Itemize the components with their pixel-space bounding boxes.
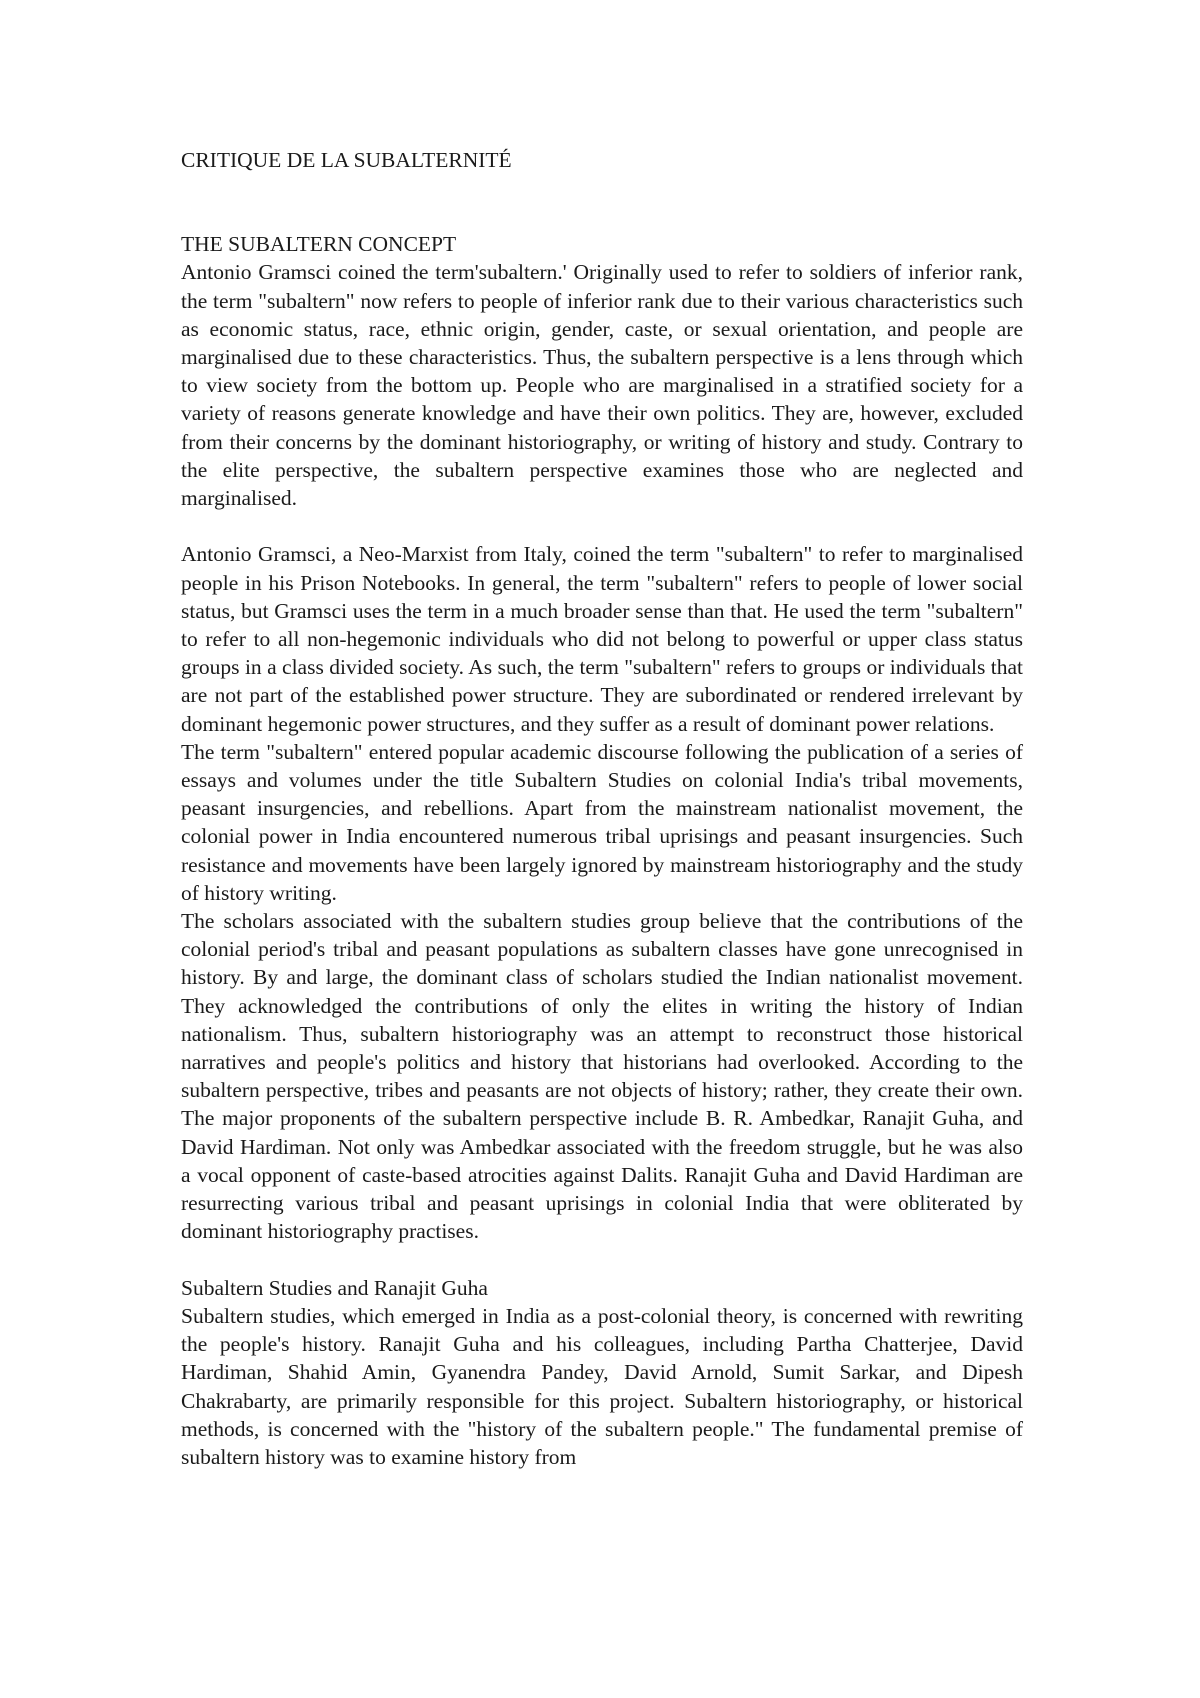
document-title: CRITIQUE DE LA SUBALTERNITÉ — [181, 148, 512, 172]
paragraph-gap — [181, 512, 1023, 540]
paragraph-subaltern-studies: Subaltern studies, which emerged in India as a post-colonial theory, is concerned with rewriting the people's history. Ranajit Guha and his colleagues, including Partha Chatterjee, David Hardiman, Shahid Amin, Gyanendra Pandey, David Arnold, Sumit Sarkar, and Dipesh Chakrabarty, are primarily responsible for this project. Subaltern historiography, or historical methods, is concerned with the "history of the subaltern people." The fundamental premise of subaltern history was to examine history from — [181, 1303, 1023, 1469]
section-heading-subaltern-concept: THE SUBALTERN CONCEPT — [181, 232, 457, 257]
paragraph-concept-intro: Antonio Gramsci coined the term'subaltern.' Originally used to refer to soldiers of inferior rank, the term "subaltern" now refers to people of inferior rank due to their various characteristics such as economic status, race, ethnic origin, gender, caste, or sexual orientation, and people are marginalised due to these characteristics. Thus, the subaltern perspective is a lens through which to view society from the bottom up. People who are marginalised in a stratified society for a variety of reasons generate knowledge and have their own politics. They are, however, excluded from their concerns by the dominant historiography, or writing of history and study. Contrary to the elite perspective, the subaltern perspective examines those who are neglected and marginalised. — [181, 260, 1023, 511]
title-spacer — [181, 174, 1023, 230]
paragraph-gramsci: Antonio Gramsci, a Neo-Marxist from Italy, coined the term "subaltern" to refer to marginalised people in his Prison Notebooks. In general, the term "subaltern" refers to people of lower social status, but Gramsci uses the term in a much broader sense than that. He used the term "subaltern" to refer to all non-hegemonic individuals who did not belong to powerful or upper class status groups in a class divided society. As such, the term "subaltern" refers to groups or individuals that are not part of the established power structure. They are subordinated or rendered irrelevant by dominant hegemonic power structures, and they suffer as a result of dominant power relations. — [181, 542, 1023, 736]
document-body — [181, 146, 1023, 1471]
paragraph-gap — [181, 1246, 1023, 1274]
paragraph-academic-discourse: The term "subaltern" entered popular academic discourse following the publication of a series of essays and volumes under the title Subaltern Studies on colonial India's tribal movements, peasant insurgencies, and rebellions. Apart from the mainstream nationalist movement, the colonial power in India encountered numerous tribal uprisings and peasant insurgencies. Such resistance and movements have been largely ignored by mainstream historiography and the study of history writing. — [181, 739, 1023, 905]
paragraph-scholars: The scholars associated with the subaltern studies group believe that the contributions of the colonial period's tribal and peasant populations as subaltern classes have gone unrecognised in history. By and large, the dominant class of scholars studied the Indian nationalist movement. They acknowledged the contributions of only the elites in writing the history of Indian nationalism. Thus, subaltern historiography was an attempt to reconstruct those historical narratives and people's politics and history that historians had overlooked. According to the subaltern perspective, tribes and peasants are not objects of history; rather, they create their own. The major proponents of the subaltern perspective include B. R. Ambedkar, Ranajit Guha, and David Hardiman. Not only was Ambedkar associated with the freedom struggle, but he was also a vocal opponent of caste-based atrocities against Dalits. Ranajit Guha and David Hardiman are resurrecting various tribal and peasant uprisings in colonial India that were obliterated by dominant historiography practises. — [181, 909, 1023, 1244]
section-heading-subaltern-studies: Subaltern Studies and Ranajit Guha — [181, 1275, 488, 1300]
